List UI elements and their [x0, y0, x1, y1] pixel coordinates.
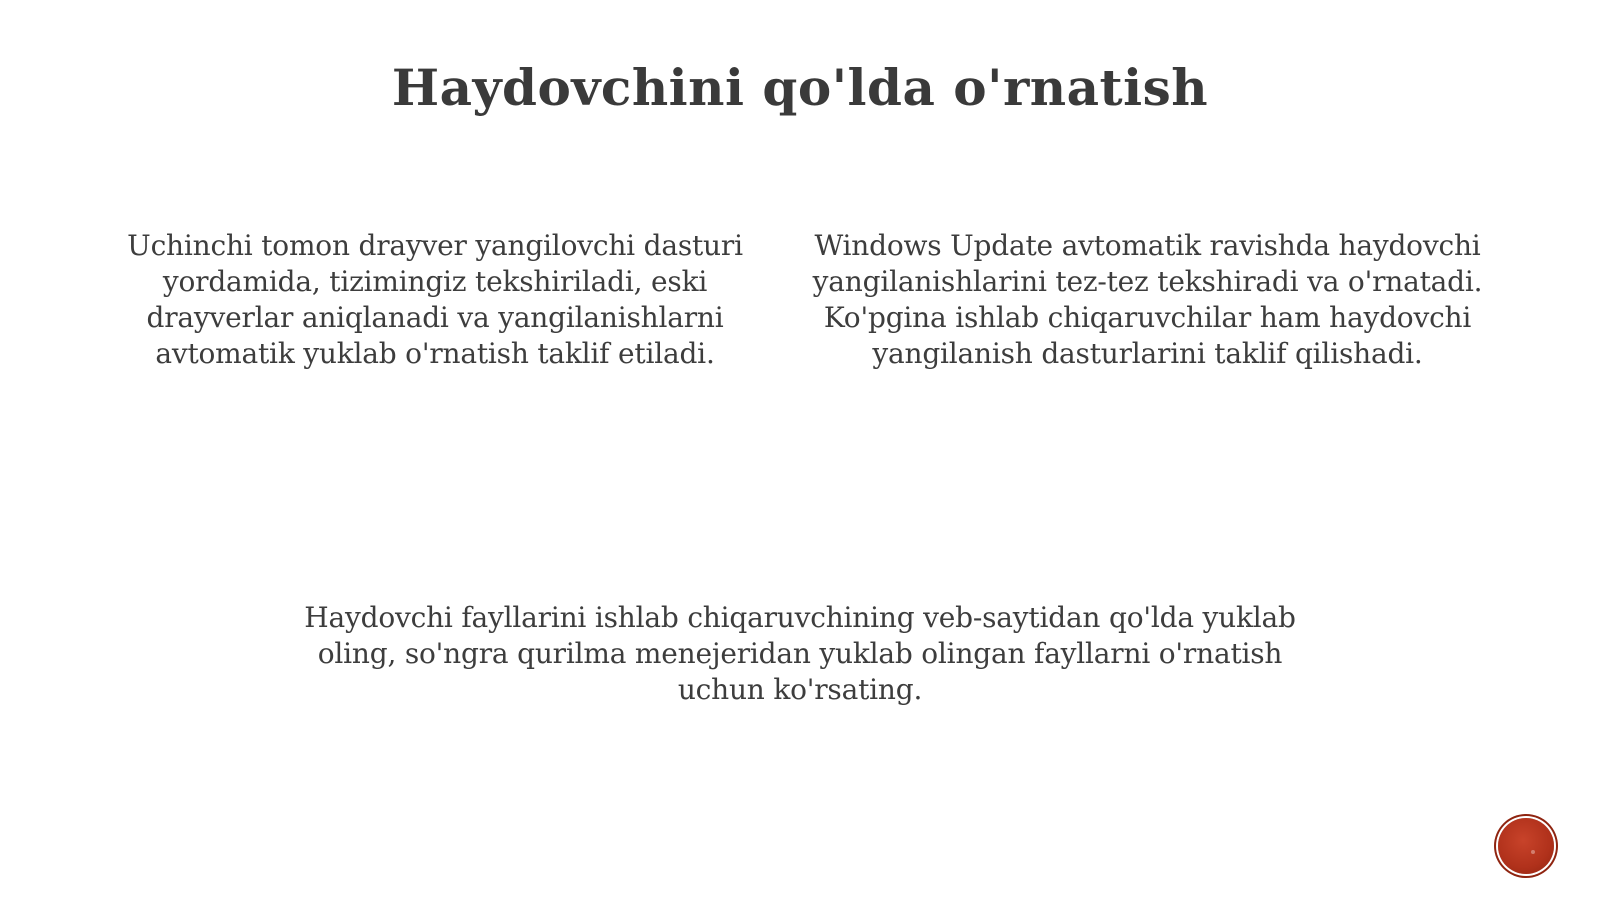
slide-title: Haydovchini qo'lda o'rnatish: [391, 58, 1209, 117]
paragraph-manual-install: Haydovchi fayllarini ishlab chiqaruvchining veb-saytidan qo'lda yuklab oling, so'ngra qurilma menejeridan yuklab olingan fayllarni o'rnatish uchun ko'rsating.: [304, 601, 1296, 706]
button-highlight: [1531, 850, 1535, 854]
paragraph-windows-update: Windows Update avtomatik ravishda haydovchi yangilanishlarini tez-tez tekshiradi va o'rnatadi. Ko'pgina ishlab chiqaruvchilar ham haydovchi yangilanish dasturlarini taklif qilishadi.: [812, 229, 1483, 370]
paragraph-third-party-updater: Uchinchi tomon drayver yangilovchi dasturi yordamida, tizimingiz tekshiriladi, eski drayverlar aniqlanadi va yangilanishlarni avtomatik yuklab o'rnatish taklif etiladi.: [127, 229, 743, 370]
circle-button-icon[interactable]: [1498, 818, 1554, 874]
